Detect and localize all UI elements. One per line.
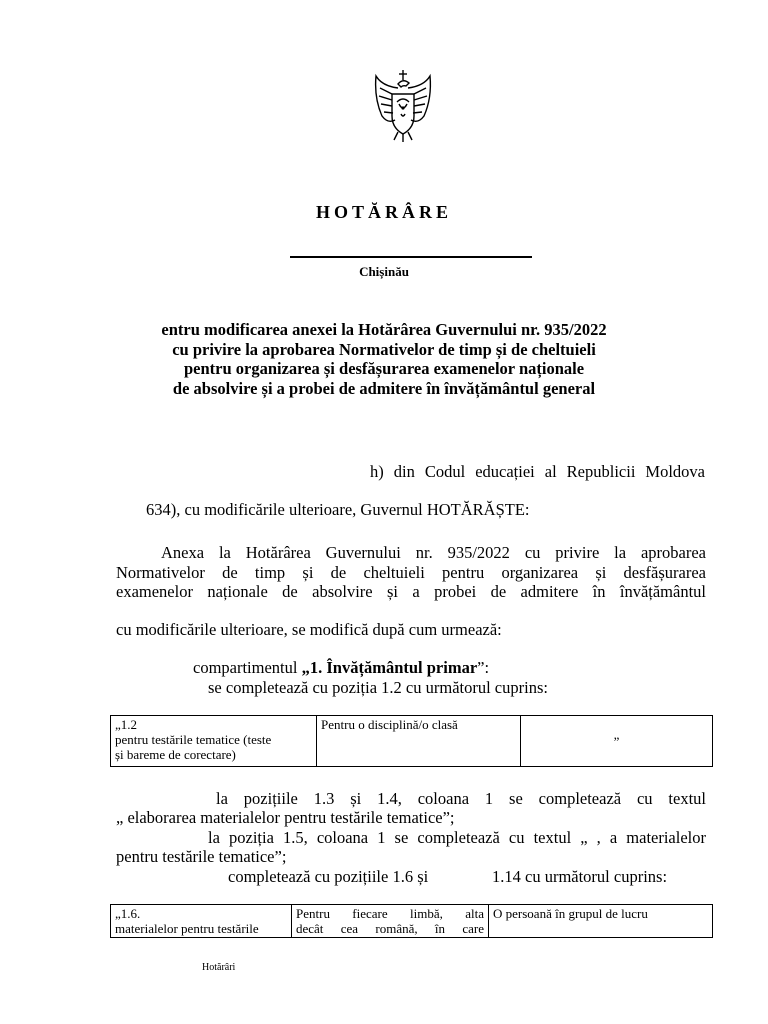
paragraph-line: Anexa la Hotărârea Guvernului nr. 935/2022 cu privire la aprobarea: [161, 543, 706, 562]
subject-line: de absolvire și a probei de admitere în învățământul general: [172, 378, 596, 398]
subject-line: cu privire la aprobarea Normativelor de timp și de cheltuieli: [172, 339, 596, 359]
preamble-line: h) din Codul educației al Republicii Moldova: [370, 462, 705, 481]
city-label: Chișinău: [359, 264, 409, 279]
moldova-coat-of-arms-icon: [368, 68, 438, 144]
paragraph-line: „ elaborarea materialelor pentru testările tematice”;: [116, 808, 455, 827]
subject-line: entru modificarea anexei la Hotărârea Guvernului nr. 935/2022: [161, 320, 607, 339]
footer-label: Hotărâri: [202, 962, 236, 973]
table-cell: O persoană în grupul de lucru: [489, 905, 713, 938]
paragraph-line: la pozițiile 1.3 și 1.4, coloana 1 se completează cu textul: [216, 789, 706, 808]
document-title: HOTĂRÂRE: [315, 202, 452, 222]
section-name: „1. Învățământul primar: [301, 658, 478, 677]
section-heading: [193, 658, 489, 678]
cell-line: „1.6.: [115, 906, 141, 921]
cell-line: materialelor pentru testările: [115, 921, 259, 936]
table-cell: [111, 905, 292, 938]
subject-line: pentru organizarea și desfășurarea examenelor naționale: [183, 359, 585, 378]
paragraph-line: 1.14 cu următorul cuprins:: [492, 867, 668, 886]
paragraph-line: cu modificările ulterioare, se modifică după cum urmează:: [116, 620, 502, 639]
cell-line: Pentru fiecare limbă, alta: [296, 906, 484, 921]
section-suffix: ”:: [477, 658, 490, 677]
cell-line: decât cea română, în care: [296, 921, 484, 936]
table-row: [111, 905, 713, 938]
table-cell: [111, 716, 317, 767]
paragraph-line: pentru testările tematice”;: [116, 847, 287, 866]
paragraph-line: completează cu pozițiile 1.6 și: [228, 867, 429, 886]
signature-date-line: [290, 256, 532, 258]
article-paragraph: [116, 543, 706, 602]
paragraph-line: Normativelor de timp și de cheltuieli pentru organizarea și desfășurarea: [116, 562, 706, 582]
paragraph-line: la poziția 1.5, coloana 1 se completează cu textul „ , a materialelor: [208, 828, 706, 847]
table-cell: ”: [521, 716, 713, 767]
section-prefix: compartimentul: [193, 658, 302, 677]
cell-line: și bareme de corectare): [115, 747, 236, 762]
cell-line: pentru testările tematice (teste: [115, 732, 272, 747]
cell-line: „1.2: [115, 717, 138, 732]
table-cell: Pentru o disciplină/o clasă: [317, 716, 521, 767]
document-subject: [0, 320, 768, 398]
preamble-line: 634), cu modificările ulterioare, Guvernul HOTĂRĂȘTE:: [146, 500, 530, 519]
position-table: [110, 904, 713, 938]
table-row: [111, 716, 713, 767]
table-cell: [292, 905, 489, 938]
paragraph-line: examenelor naționale de absolvire și a probei de admitere în învățământul: [116, 582, 706, 601]
section-subline: se completează cu poziția 1.2 cu următorul cuprins:: [208, 678, 548, 697]
position-table: [110, 715, 713, 767]
